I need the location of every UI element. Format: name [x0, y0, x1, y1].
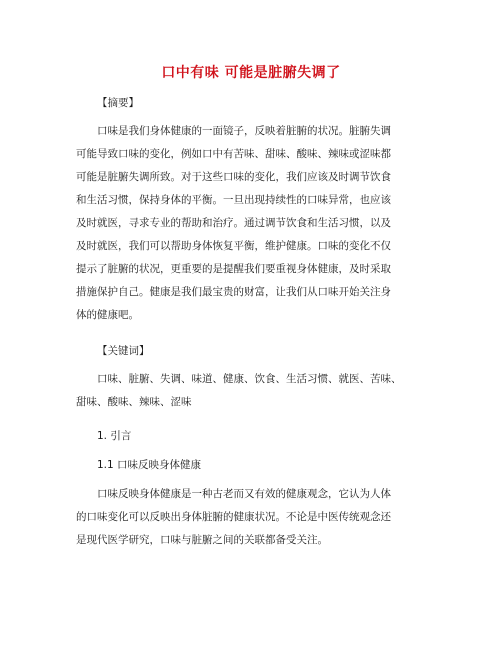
abstract-line: 提示了脏腑的状况，更重要的是提醒我们要重视身体健康，及时采取	[76, 263, 391, 275]
section-1-1-paragraph	[76, 483, 391, 552]
section-line: 是现代医学研究，口味与脏腑之间的关联都备受关注。	[76, 534, 328, 546]
keywords-line: 甜味、酸味、辣味、涩味	[76, 396, 192, 408]
abstract-line: 和生活习惯，保持身体的平衡。一旦出现持续性的口味异常，也应该	[76, 194, 391, 206]
abstract-line: 可能导致口味的变化，例如口中有苦味、甜味、酸味、辣味或涩味都	[76, 148, 391, 160]
abstract-line: 及时就医，寻求专业的帮助和治疗。通过调节饮食和生活习惯，以及	[76, 217, 391, 229]
document-title: 口中有味 可能是脏腑失调了	[161, 65, 341, 81]
keywords-paragraph	[76, 368, 402, 414]
abstract-line: 可能是脏腑失调所致。对于这些口味的变化，我们应该及时调节饮食	[76, 171, 391, 183]
abstract-line: 口味是我们身体健康的一面镜子，反映着脏腑的状况。脏腑失调	[97, 125, 391, 137]
section-line: 的口味变化可以反映出身体脏腑的健康状况。不论是中医传统观念还	[76, 511, 391, 523]
abstract-paragraph	[76, 120, 391, 327]
section-heading-1: 1. 引言	[97, 430, 132, 442]
section-heading-1-1: 1.1 口味反映身体健康	[97, 459, 202, 471]
keywords-line: 口味、脏腑、失调、味道、健康、饮食、生活习惯、就医、苦味、	[97, 373, 402, 385]
abstract-line: 体的健康吧。	[76, 309, 139, 321]
abstract-heading: 【摘要】	[97, 97, 139, 109]
keywords-heading: 【关键词】	[97, 345, 150, 357]
abstract-line: 措施保护自己。健康是我们最宝贵的财富，让我们从口味开始关注身	[76, 286, 391, 298]
section-line: 口味反映身体健康是一种古老而又有效的健康观念，它认为人体	[97, 488, 391, 500]
abstract-line: 及时就医，我们可以帮助身体恢复平衡，维护健康。口味的变化不仅	[76, 240, 391, 252]
